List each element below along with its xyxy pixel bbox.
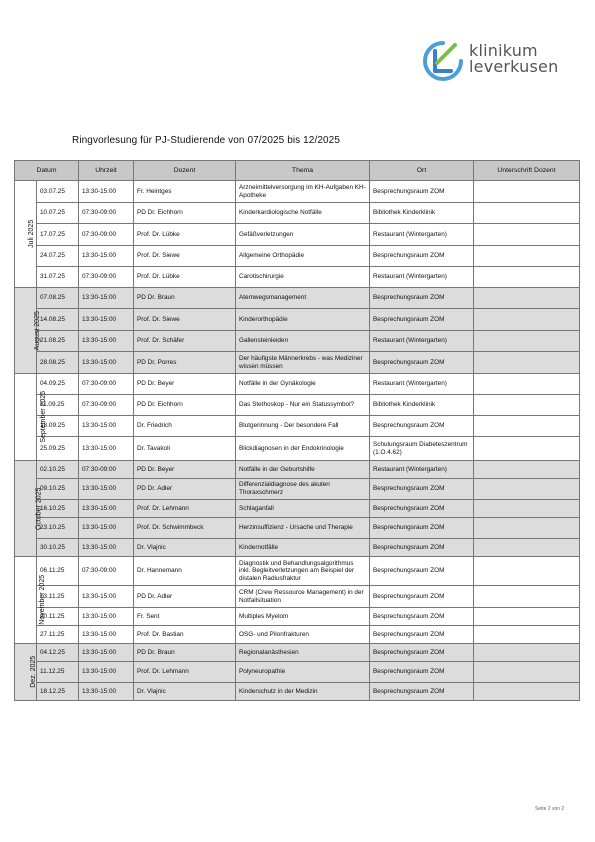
header-dozent: Dozent xyxy=(134,161,236,181)
table-row xyxy=(15,539,580,557)
table-row xyxy=(15,374,580,395)
ort-cell: Restaurant (Wintergarten) xyxy=(370,374,474,395)
table-row xyxy=(15,557,580,586)
date-cell: 30.10.25 xyxy=(37,539,79,557)
table-row xyxy=(15,662,580,683)
time-cell: 13:30-15:00 xyxy=(79,683,134,701)
signature-cell[interactable] xyxy=(474,374,580,395)
ort-cell: Besprechungsraum ZOM xyxy=(370,586,474,608)
table-row xyxy=(15,224,580,246)
table-row xyxy=(15,608,580,626)
date-cell: 02.10.25 xyxy=(37,461,79,479)
ort-cell: Besprechungsraum ZOM xyxy=(370,181,474,203)
date-cell: 03.07.25 xyxy=(37,181,79,203)
time-cell: 13:30-15:00 xyxy=(79,608,134,626)
table-row xyxy=(15,683,580,701)
month-label: November 2025 xyxy=(39,575,47,625)
signature-cell[interactable] xyxy=(474,683,580,701)
month-label: September 2025 xyxy=(40,391,48,443)
ort-cell: Restaurant (Wintergarten) xyxy=(370,267,474,288)
date-cell: 04.12.25 xyxy=(37,644,79,662)
dozent-cell: PD Dr. Eichhorn xyxy=(134,395,236,416)
table-row xyxy=(15,416,580,437)
table-row xyxy=(15,246,580,267)
thema-cell: CRM (Crew Ressource Management) in der Notfallsituation xyxy=(236,586,370,608)
ort-cell: Besprechungsraum ZOM xyxy=(370,500,474,518)
signature-cell[interactable] xyxy=(474,518,580,539)
dozent-cell: PD Dr. Adler xyxy=(134,586,236,608)
month-label: August 2025 xyxy=(33,310,41,351)
thema-cell: Kinderkardiologische Notfälle xyxy=(236,203,370,224)
signature-cell[interactable] xyxy=(474,203,580,224)
ort-cell: Bibliothek Kinderklinik xyxy=(370,203,474,224)
time-cell: 13:30-15:00 xyxy=(79,246,134,267)
dozent-cell: PD Dr. Beyer xyxy=(134,374,236,395)
time-cell: 13:30-15:00 xyxy=(79,662,134,683)
month-label: October 2025 xyxy=(35,487,43,530)
table-row xyxy=(15,461,580,479)
thema-cell: Polyneuropathie xyxy=(236,662,370,683)
time-cell: 13:30-15:00 xyxy=(79,416,134,437)
thema-cell: Diagnostik und Behandlungsalgorithmus inkl. Begleitverletzungen am Beispiel der distalen Radiusfraktur xyxy=(236,557,370,586)
date-cell: 18.09.25 xyxy=(37,416,79,437)
thema-cell: Gefäßverletzungen xyxy=(236,224,370,246)
clinic-logo xyxy=(421,39,559,89)
dozent-cell: Prof. Dr. Schwimmbeck xyxy=(134,518,236,539)
dozent-cell: PD Dr. Eichhorn xyxy=(134,203,236,224)
dozent-cell: PD Dr. Braun xyxy=(134,288,236,309)
time-cell: 07:30-09:00 xyxy=(79,374,134,395)
ort-cell: Besprechungsraum ZOM xyxy=(370,518,474,539)
date-cell: 11.09.25 xyxy=(37,395,79,416)
thema-cell: Gallensteinleiden xyxy=(236,331,370,352)
thema-cell: Das Stethoskop - Nur ein Statussymbol? xyxy=(236,395,370,416)
signature-cell[interactable] xyxy=(474,644,580,662)
table-row xyxy=(15,500,580,518)
date-cell: 04.09.25 xyxy=(37,374,79,395)
ort-cell: Restaurant (Wintergarten) xyxy=(370,331,474,352)
page-title: Ringvorlesung für PJ-Studierende von 07/2025 bis 12/2025 xyxy=(72,135,340,146)
signature-cell[interactable] xyxy=(474,267,580,288)
ort-cell: Restaurant (Wintergarten) xyxy=(370,461,474,479)
table-row xyxy=(15,479,580,500)
dozent-cell: Dr. Hannemann xyxy=(134,557,236,586)
dozent-cell: PD Dr. Adler xyxy=(134,479,236,500)
dozent-cell: Prof. Dr. Lehmann xyxy=(134,662,236,683)
thema-cell: Der häufigste Männerkrebs - was Mediziner wissen müssen xyxy=(236,352,370,374)
time-cell: 13:30-15:00 xyxy=(79,539,134,557)
table-row xyxy=(15,267,580,288)
time-cell: 13:30-15:00 xyxy=(79,626,134,644)
ort-cell: Besprechungsraum ZOM xyxy=(370,662,474,683)
signature-cell[interactable] xyxy=(474,246,580,267)
time-cell: 13:30-15:00 xyxy=(79,352,134,374)
date-cell: 09.10.25 xyxy=(37,479,79,500)
table-row xyxy=(15,352,580,374)
time-cell: 13:30-15:00 xyxy=(79,479,134,500)
dozent-cell: Prof. Dr. Lehmann xyxy=(134,500,236,518)
table-row xyxy=(15,644,580,662)
date-cell: 16.10.25 xyxy=(37,500,79,518)
time-cell: 13:30-15:00 xyxy=(79,309,134,331)
ort-cell: Schulungsraum Diabeteszentrum (1.O.4.62) xyxy=(370,437,474,461)
time-cell: 07:30-09:00 xyxy=(79,267,134,288)
thema-cell: Atemwegsmanagement xyxy=(236,288,370,309)
ort-cell: Besprechungsraum ZOM xyxy=(370,479,474,500)
thema-cell: OSG- und Pilonfrakturen xyxy=(236,626,370,644)
dozent-cell: Prof. Dr. Siewe xyxy=(134,309,236,331)
thema-cell: Herzinsuffizienz - Ursache und Therapie xyxy=(236,518,370,539)
signature-cell[interactable] xyxy=(474,479,580,500)
thema-cell: Regionalanästhesien xyxy=(236,644,370,662)
time-cell: 07:30-09:00 xyxy=(79,224,134,246)
thema-cell: Kinderorthopädie xyxy=(236,309,370,331)
table-row xyxy=(15,309,580,331)
header-ort: Ort xyxy=(370,161,474,181)
logo-line-1: klinikum xyxy=(469,41,538,60)
table-row xyxy=(15,586,580,608)
signature-cell[interactable] xyxy=(474,309,580,331)
logo-text xyxy=(469,43,558,75)
thema-cell: Blickdiagnosen in der Endokrinologie xyxy=(236,437,370,461)
ort-cell: Besprechungsraum ZOM xyxy=(370,288,474,309)
table-row xyxy=(15,437,580,461)
time-cell: 13:30-15:00 xyxy=(79,331,134,352)
time-cell: 07:30-09:00 xyxy=(79,557,134,586)
table-row xyxy=(15,288,580,309)
signature-cell[interactable] xyxy=(474,626,580,644)
time-cell: 07:30-09:00 xyxy=(79,461,134,479)
dozent-cell: Dr. Tavakoli xyxy=(134,437,236,461)
dozent-cell: Fr. Heintges xyxy=(134,181,236,203)
time-cell: 13:30-15:00 xyxy=(79,288,134,309)
signature-cell[interactable] xyxy=(474,181,580,203)
ort-cell: Besprechungsraum ZOM xyxy=(370,626,474,644)
month-label: Dez. 2025 xyxy=(30,656,38,688)
month-label-cell xyxy=(15,288,41,374)
date-cell: 24.07.25 xyxy=(37,246,79,267)
dozent-cell: Prof. Dr. Siewe xyxy=(134,246,236,267)
dozent-cell: Prof. Dr. Lübke xyxy=(134,267,236,288)
signature-cell[interactable] xyxy=(474,224,580,246)
ort-cell: Besprechungsraum ZOM xyxy=(370,416,474,437)
date-cell: 18.12.25 xyxy=(37,683,79,701)
signature-cell[interactable] xyxy=(474,331,580,352)
dozent-cell: Dr. Friedrich xyxy=(134,416,236,437)
dozent-cell: PD Dr. Beyer xyxy=(134,461,236,479)
dozent-cell: Dr. Vlajnic xyxy=(134,539,236,557)
dozent-cell: Prof. Dr. Schäfer xyxy=(134,331,236,352)
signature-cell[interactable] xyxy=(474,352,580,374)
signature-cell[interactable] xyxy=(474,662,580,683)
table-row xyxy=(15,395,580,416)
header-thema: Thema xyxy=(236,161,370,181)
signature-cell[interactable] xyxy=(474,461,580,479)
time-cell: 07:30-09:00 xyxy=(79,203,134,224)
ort-cell: Besprechungsraum ZOM xyxy=(370,608,474,626)
time-cell: 13:30-15:00 xyxy=(79,586,134,608)
header-uhrzeit: Uhrzeit xyxy=(79,161,134,181)
date-cell: 14.08.25 xyxy=(37,309,79,331)
date-cell: 06.11.25 xyxy=(37,557,79,586)
page-footer: Seite 2 von 2 xyxy=(535,806,565,812)
ort-cell: Besprechungsraum ZOM xyxy=(370,557,474,586)
date-cell: 17.07.25 xyxy=(37,224,79,246)
dozent-cell: PD Dr. Braun xyxy=(134,644,236,662)
thema-cell: Multiples Myelom xyxy=(236,608,370,626)
date-cell: 07.08.25 xyxy=(37,288,79,309)
dozent-cell: Fr. Sent xyxy=(134,608,236,626)
schedule-table xyxy=(14,160,580,701)
ort-cell: Besprechungsraum ZOM xyxy=(370,683,474,701)
time-cell: 13:30-15:00 xyxy=(79,518,134,539)
date-cell: 20.11.25 xyxy=(37,608,79,626)
dozent-cell: PD Dr. Porres xyxy=(134,352,236,374)
table-row xyxy=(15,203,580,224)
date-cell: 10.07.25 xyxy=(37,203,79,224)
date-cell: 31.07.25 xyxy=(37,267,79,288)
signature-cell[interactable] xyxy=(474,288,580,309)
time-cell: 13:30-15:00 xyxy=(79,644,134,662)
month-label-cell xyxy=(15,644,37,701)
thema-cell: Allgemeine Orthopädie xyxy=(236,246,370,267)
ort-cell: Bibliothek Kinderklinik xyxy=(370,395,474,416)
ort-cell: Besprechungsraum ZOM xyxy=(370,309,474,331)
header-unterschrift: Unterschrift Dozent xyxy=(474,161,580,181)
dozent-cell: Prof. Dr. Lübke xyxy=(134,224,236,246)
table-row xyxy=(15,518,580,539)
signature-cell[interactable] xyxy=(474,395,580,416)
month-label-cell xyxy=(15,374,48,461)
dozent-cell: Prof. Dr. Bastian xyxy=(134,626,236,644)
ort-cell: Besprechungsraum ZOM xyxy=(370,539,474,557)
thema-cell: Schlaganfall xyxy=(236,500,370,518)
date-cell: 11.12.25 xyxy=(37,662,79,683)
ort-cell: Besprechungsraum ZOM xyxy=(370,644,474,662)
header-datum: Datum xyxy=(15,161,79,181)
table-row xyxy=(15,331,580,352)
signature-cell[interactable] xyxy=(474,557,580,586)
table-row xyxy=(15,181,580,203)
time-cell: 07:30-09:00 xyxy=(79,395,134,416)
table-row xyxy=(15,626,580,644)
date-cell: 28.08.25 xyxy=(37,352,79,374)
month-label-cell xyxy=(15,557,47,644)
signature-cell[interactable] xyxy=(474,608,580,626)
date-cell: 25.09.25 xyxy=(37,437,79,461)
ort-cell: Restaurant (Wintergarten) xyxy=(370,224,474,246)
ort-cell: Besprechungsraum ZOM xyxy=(370,246,474,267)
thema-cell: Notfälle in der Geburtshilfe xyxy=(236,461,370,479)
thema-cell: Kinderschutz in der Medizin xyxy=(236,683,370,701)
dozent-cell: Dr. Vlajnic xyxy=(134,683,236,701)
date-cell: 21.08.25 xyxy=(37,331,79,352)
logo-mark-icon xyxy=(421,39,465,83)
month-label-cell xyxy=(15,181,37,288)
thema-cell: Carotischirurgie xyxy=(236,267,370,288)
thema-cell: Arzneimittelversorgung im KH-Aufgaben KH-Apotheke xyxy=(236,181,370,203)
time-cell: 13:30-15:00 xyxy=(79,500,134,518)
date-cell: 27.11.25 xyxy=(37,626,79,644)
signature-cell[interactable] xyxy=(474,437,580,461)
thema-cell: Kindernotfälle xyxy=(236,539,370,557)
month-label: Juli 2025 xyxy=(28,219,36,249)
thema-cell: Differenzialdiagnose des akuten Thoraxschmerz xyxy=(236,479,370,500)
logo-line-2: leverkusen xyxy=(469,57,559,76)
time-cell: 13:30-15:00 xyxy=(79,437,134,461)
signature-cell[interactable] xyxy=(474,539,580,557)
date-cell: 23.10.25 xyxy=(37,518,79,539)
table-header-row xyxy=(15,161,580,181)
signature-cell[interactable] xyxy=(474,500,580,518)
thema-cell: Notfälle in der Gynäkologie xyxy=(236,374,370,395)
thema-cell: Blutgerinnung - Der besondere Fall xyxy=(236,416,370,437)
signature-cell[interactable] xyxy=(474,586,580,608)
date-cell: 13.11.25 xyxy=(37,586,79,608)
time-cell: 13:30-15:00 xyxy=(79,181,134,203)
signature-cell[interactable] xyxy=(474,416,580,437)
ort-cell: Besprechungsraum ZOM xyxy=(370,352,474,374)
month-label-cell xyxy=(15,461,43,557)
